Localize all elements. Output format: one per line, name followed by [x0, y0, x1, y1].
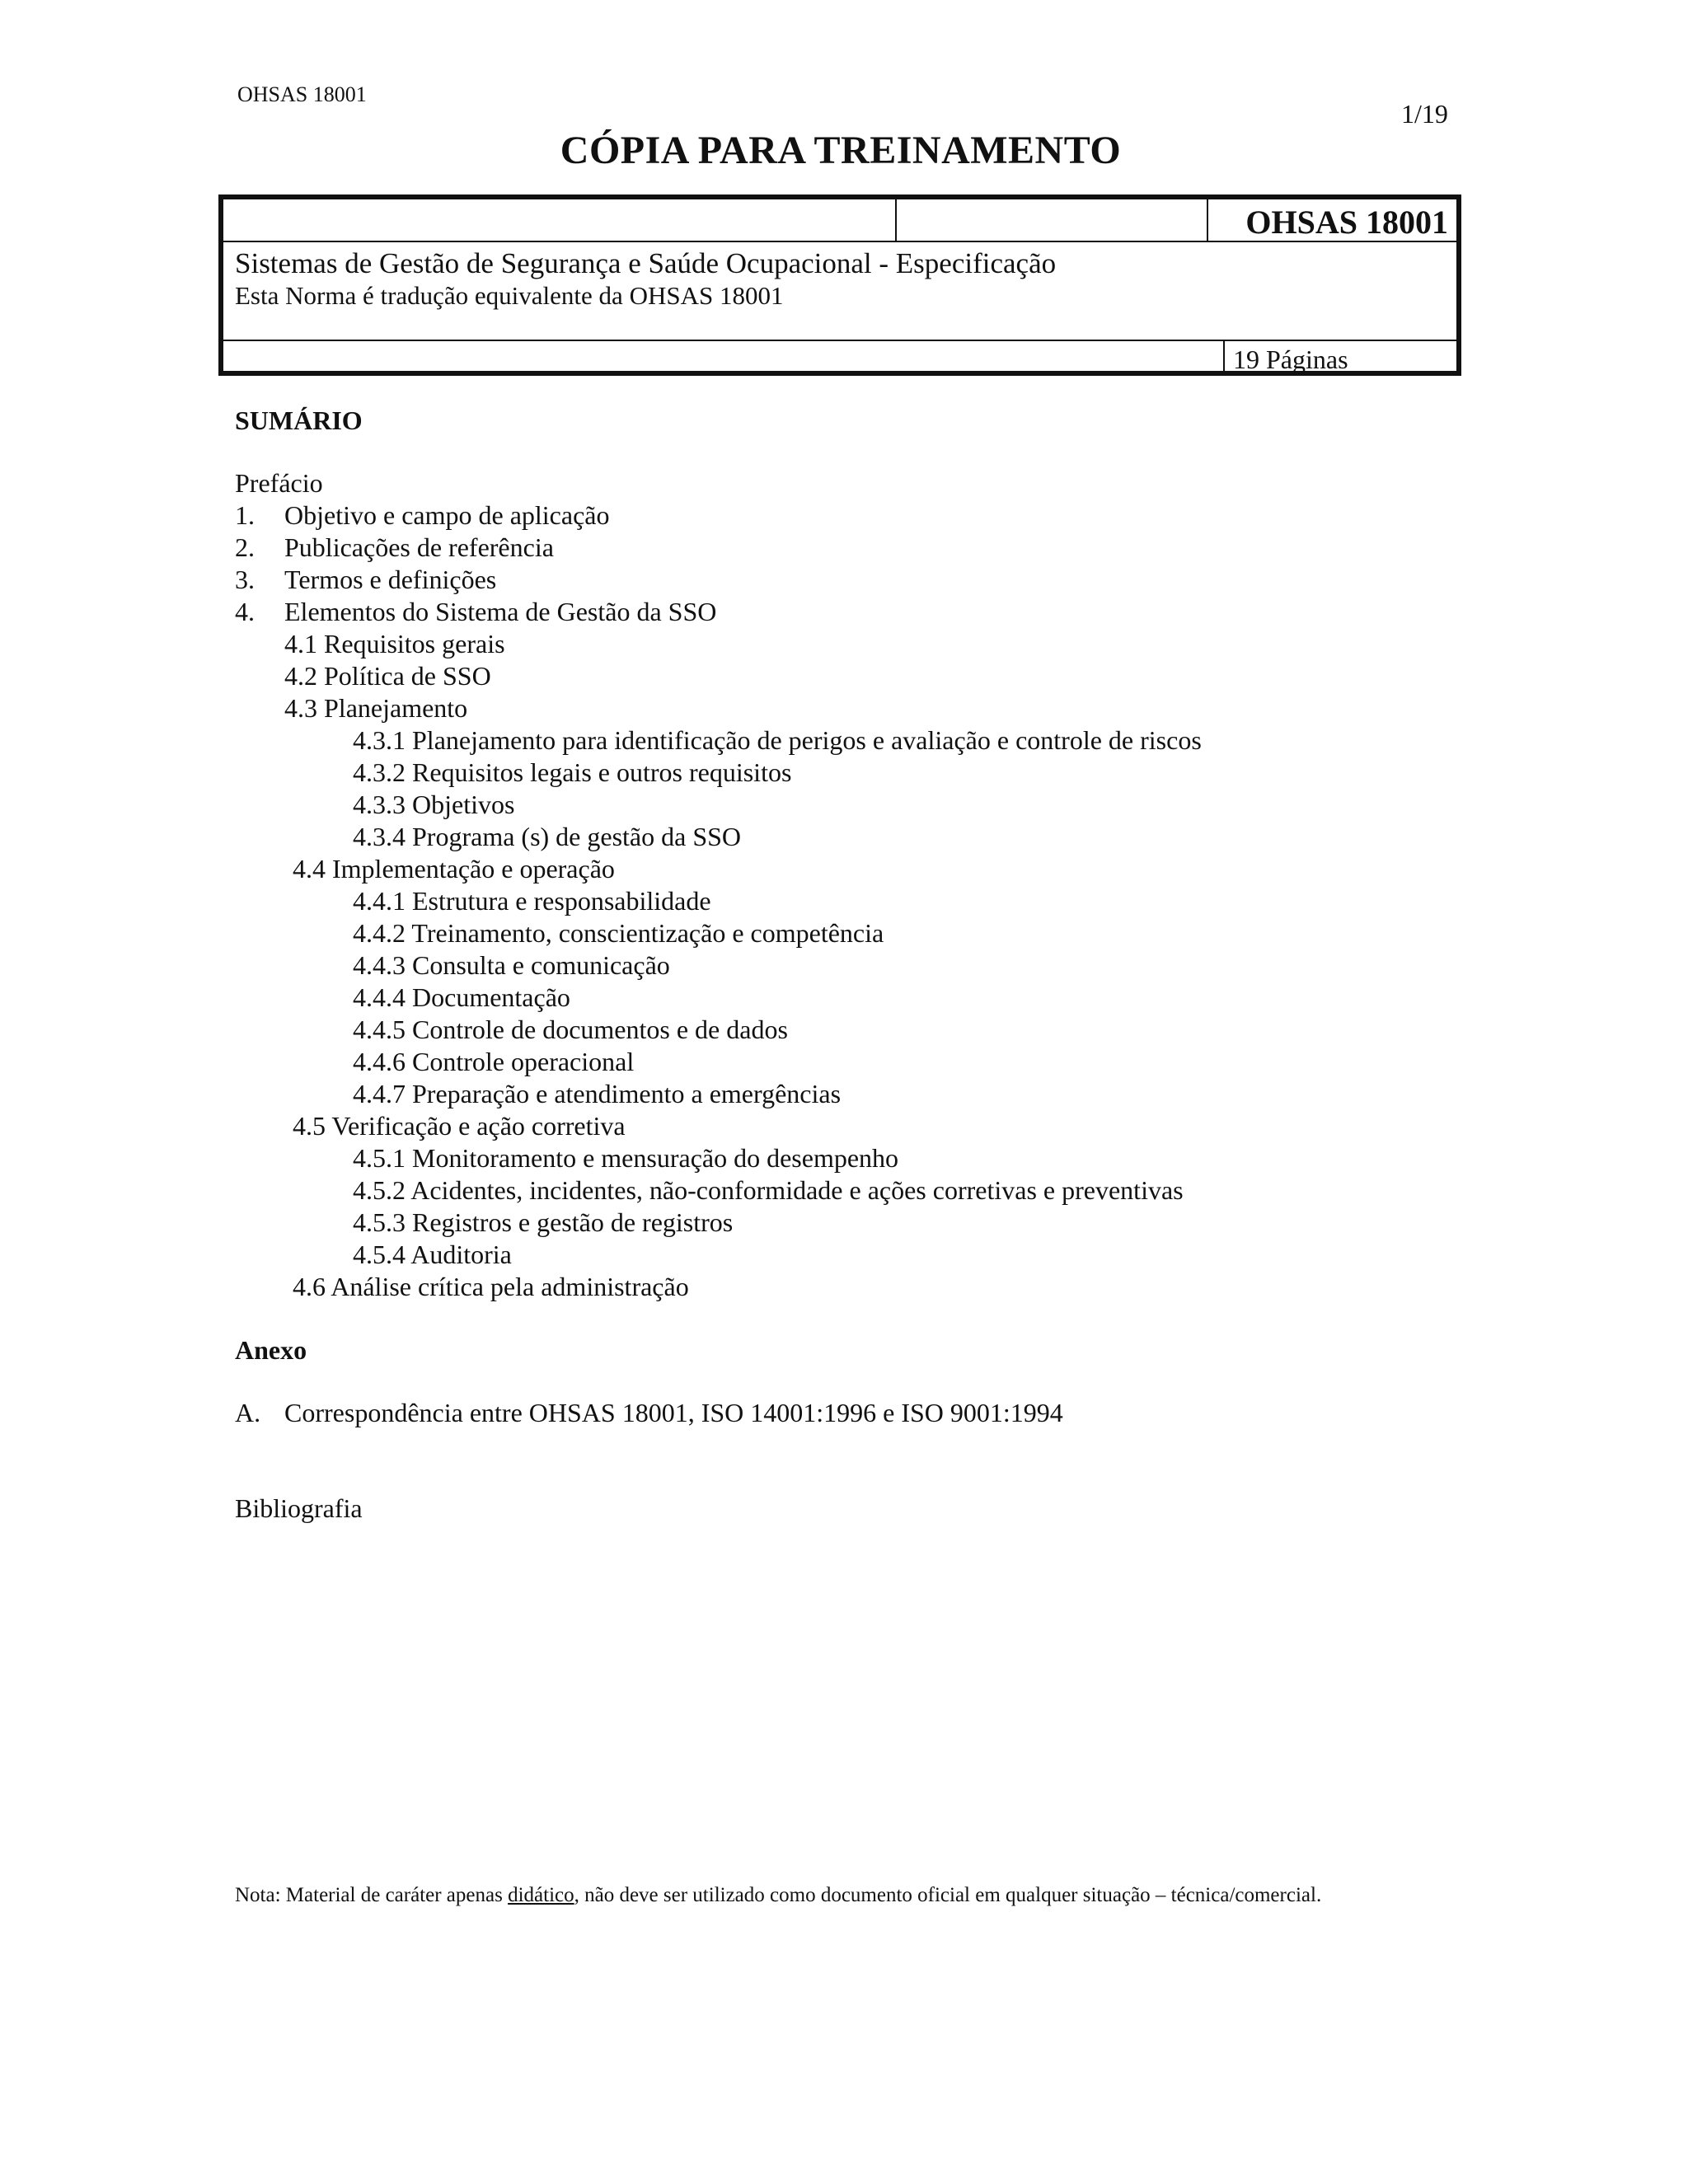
toc-subitem: 4.3.1 Planejamento para identificação de perigos e avaliação e controle de riscos [353, 725, 1202, 755]
toc-subitem: 4.4 Implementação e operação [293, 854, 615, 883]
toc-item [235, 500, 609, 531]
toc-subitem: 4.5 Verificação e ação corretiva [293, 1111, 626, 1141]
toc-subitem: 4.4.7 Preparação e atendimento a emergências [353, 1079, 842, 1108]
toc-item-number: 2. [235, 532, 255, 562]
toc-subitem: 4.3.3 Objetivos [353, 790, 515, 819]
box-divider-pages [1223, 340, 1225, 371]
toc-item-text: Termos e definições [284, 565, 497, 594]
standard-code: OHSAS 18001 [1245, 204, 1448, 241]
toc-subitem: 4.3.4 Programa (s) de gestão da SSO [353, 822, 742, 851]
footer-note-suffix: , não deve ser utilizado como documento oficial em qualquer situação – técnica/comercial. [574, 1884, 1322, 1906]
toc-item [235, 597, 716, 627]
box-divider-col2 [1207, 199, 1208, 241]
toc-subitem: 4.4.6 Controle operacional [353, 1047, 635, 1076]
running-header: OHSAS 18001 [237, 82, 367, 106]
toc-item-text: Objetivo e campo de aplicação [284, 500, 610, 530]
footer-note [235, 1884, 1321, 1907]
toc-item [235, 532, 554, 563]
toc-subitem: 4.4.3 Consulta e comunicação [353, 950, 670, 980]
annex-label: A. [235, 1398, 261, 1427]
toc-subitem: 4.5.2 Acidentes, incidentes, não-conformidade e ações corretivas e preventivas [353, 1175, 1184, 1205]
toc-subitem: 4.1 Requisitos gerais [284, 629, 505, 658]
summary-title: SUMÁRIO [235, 405, 363, 435]
toc-item-number: 1. [235, 500, 255, 530]
toc-subitem: 4.4.5 Controle de documentos e de dados [353, 1015, 788, 1044]
toc-subitem: 4.3.2 Requisitos legais e outros requisitos [353, 757, 792, 787]
toc-subitem: 4.4.1 Estrutura e responsabilidade [353, 886, 711, 916]
toc-subitem: 4.2 Política de SSO [284, 661, 491, 691]
box-divider-bottom [223, 340, 1456, 341]
bibliography: Bibliografia [235, 1493, 363, 1523]
toc-subitem: 4.5.1 Monitoramento e mensuração do desempenho [353, 1143, 899, 1173]
footer-note-underlined: didático [508, 1884, 574, 1906]
toc-item-text: Elementos do Sistema de Gestão da SSO [284, 597, 717, 626]
toc-subitem: 4.5.3 Registros e gestão de registros [353, 1207, 734, 1237]
toc-subitem: 4.3 Planejamento [284, 693, 468, 723]
page-number: 1/19 [1401, 99, 1448, 129]
toc-item-text: Publicações de referência [284, 532, 554, 562]
toc-subitem: 4.4.4 Documentação [353, 982, 570, 1012]
annex-title: Anexo [235, 1335, 307, 1365]
page-count: 19 Páginas [1233, 344, 1348, 374]
annex-item [235, 1398, 1063, 1428]
page-title: CÓPIA PARA TREINAMENTO [560, 129, 1122, 172]
translation-note: Esta Norma é tradução equivalente da OHSAS 18001 [235, 281, 784, 310]
toc-preface: Prefácio [235, 468, 323, 498]
toc-subitem: 4.4.2 Treinamento, conscientização e competência [353, 918, 884, 948]
toc-subitem: 4.6 Análise crítica pela administração [293, 1272, 689, 1301]
annex-text: Correspondência entre OHSAS 18001, ISO 14001:1996 e ISO 9001:1994 [284, 1398, 1063, 1427]
toc-item [235, 565, 496, 595]
footer-note-prefix: Nota: Material de caráter apenas [235, 1884, 509, 1906]
toc-item-number: 4. [235, 597, 255, 626]
standard-subject: Sistemas de Gestão de Segurança e Saúde Ocupacional - Especificação [235, 247, 1057, 279]
standard-header-box [218, 194, 1461, 376]
toc-subitem: 4.5.4 Auditoria [353, 1240, 512, 1269]
toc-item-number: 3. [235, 565, 255, 594]
box-divider-col1 [895, 199, 897, 241]
